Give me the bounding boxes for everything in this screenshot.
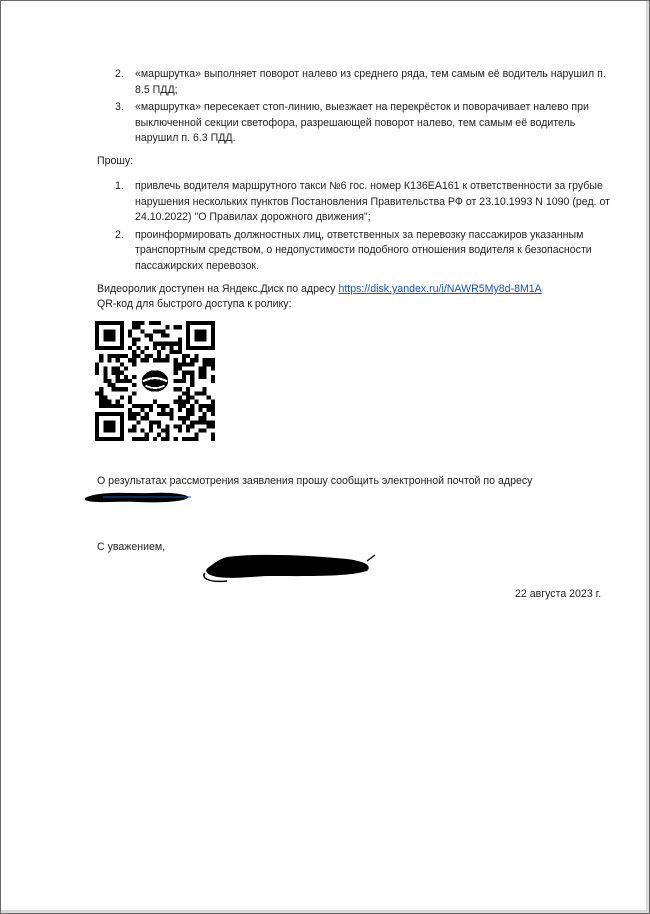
list-item <box>97 179 617 226</box>
violations-list <box>97 67 617 149</box>
video-intro: Видеоролик доступен на Яндекс.Диск по адресу <box>97 283 336 295</box>
closing-text: С уважением, <box>97 541 166 553</box>
video-link[interactable]: https://disk.yandex.ru/i/NAWR5My8d-8M1A <box>338 283 542 295</box>
page-shadow-right <box>646 1 649 913</box>
list-item-number: 2. <box>115 68 124 80</box>
redacted-email <box>81 486 196 508</box>
qr-center-logo <box>141 367 170 396</box>
list-item-number: 2. <box>115 228 124 241</box>
requests-list <box>97 179 617 276</box>
list-item <box>97 228 617 275</box>
result-request: О результатах рассмотрения заявления прошу сообщить электронной почтой по адресу <box>97 475 533 487</box>
list-item-text: «маршрутка» выполняет поворот налево из среднего ряда, тем самым её водитель нарушил п. 8.5 ПДД; <box>135 68 606 96</box>
list-item-number: 1. <box>115 180 124 192</box>
redacted-signature <box>197 549 379 587</box>
list-item <box>97 100 617 147</box>
document-date: 22 августа 2023 г. <box>515 588 602 600</box>
list-item-text: «маршрутка» пересекает стоп-линию, выезжает на перекрёсток и поворачивает налево при выключенной секции светофора, разрешающей поворот налево, тем самым её водитель нарушил п. 6.3 ПДД. <box>135 101 589 144</box>
qr-caption: QR-код для быстрого доступа к ролику: <box>97 298 292 310</box>
list-item <box>97 67 617 98</box>
video-line <box>97 282 542 298</box>
page-shadow-bottom <box>1 910 649 913</box>
request-heading: Прошу: <box>97 155 134 167</box>
list-item-number: 3. <box>115 101 124 113</box>
qr-code <box>95 321 215 441</box>
list-item-text: проинформировать должностных лиц, ответственных за перевозку пассажиров указанным транспортным средством, о недопустимости подобного отношения водителя к безопасности пассажирских перевозок. <box>135 228 592 272</box>
list-item-text: привлечь водителя маршрутного такси №6 гос. номер К136ЕА161 к ответственности за грубые нарушения нескольких пунктов Постановления Правительства РФ от 23.10.1993 N 1090 (ред. от 24.10.2022) "О Правилах дорожного движения"; <box>135 180 611 223</box>
